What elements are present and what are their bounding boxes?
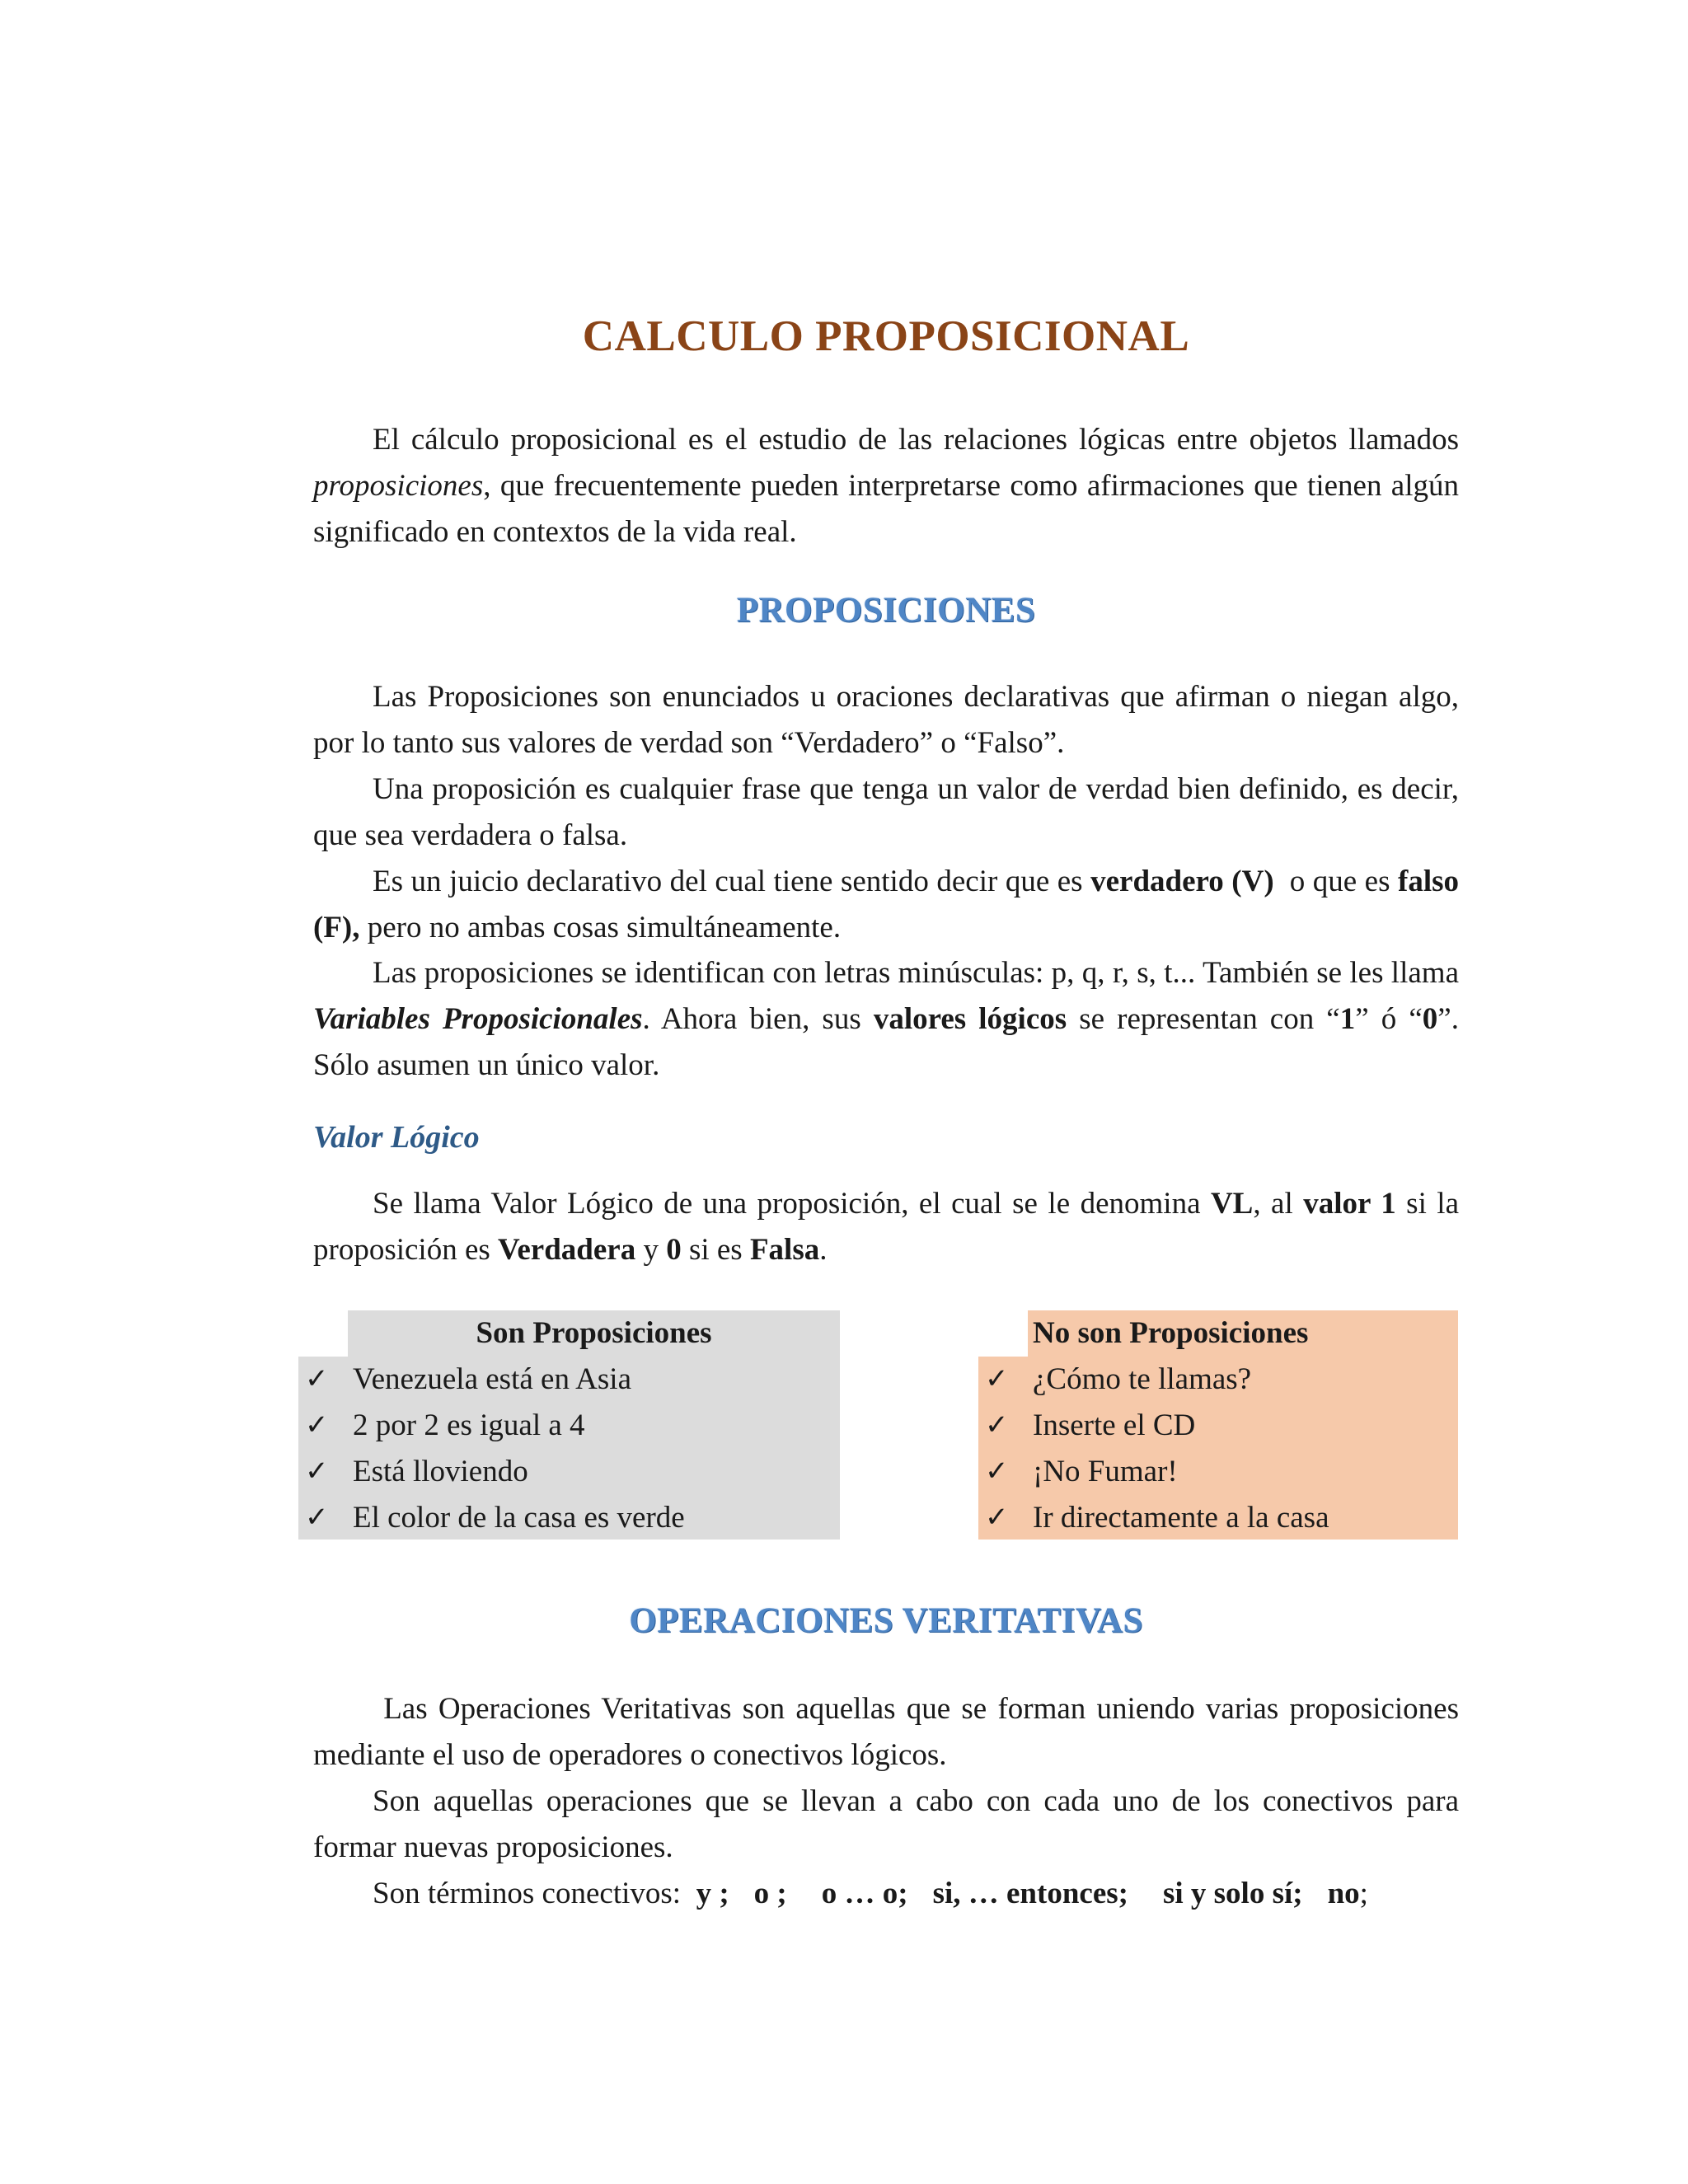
list-item [298,1357,840,1403]
section-heading-proposiciones: PROPOSICIONES [736,591,1036,630]
list-item-text: Venezuela está en Asia [353,1362,631,1396]
operaciones-paragraph-1 [313,1686,1467,1779]
subheading-valor-logico: Valor Lógico [313,1120,480,1155]
vl-bold-vl: VL [1210,1187,1254,1221]
operaciones-paragraph-2 [313,1779,1459,1871]
list-item [978,1495,1458,1541]
proposiciones-text-1: Las Proposiciones son enunciados u oraciones declarativas que afirman o niegan algo, por lo tanto sus valores de verdad son “Verdadero” o “Falso”. [313,680,1459,760]
box-notch [298,1310,348,1357]
check-icon: ✓ [305,1502,329,1533]
vl-text-i: si es [681,1233,750,1267]
check-icon: ✓ [985,1456,1009,1487]
list-item-text: El color de la casa es verde [353,1501,685,1535]
p4-text-c: . Ahora bien, sus [642,1002,874,1036]
p3-text-e: pero no ambas cosas simultáneamente. [359,911,842,944]
box-notch [978,1310,1028,1357]
conectivos-label: Son términos conectivos: [373,1877,696,1910]
vl-text-e: si la proposición es [313,1187,1460,1267]
p3-text-a: Es un juicio declarativo del cual tiene sentido decir que es [373,865,1091,898]
list-item [298,1449,840,1495]
vl-text-k: . [819,1233,828,1267]
connective-o: o ; [753,1877,787,1910]
operaciones-paragraph-3 [313,1871,1459,1917]
valor-logico-paragraph [313,1181,1459,1273]
proposiciones-paragraph-3 [313,859,1459,951]
son-proposiciones-header: Son Proposiciones [476,1316,712,1350]
vl-text-c: , al [1253,1187,1304,1221]
connective-si-entonces: si, … entonces; [932,1877,1128,1910]
p4-valores-logicos: valores lógicos [873,1002,1067,1036]
p4-variables-proposicionales: Variables Proposicionales [313,1002,643,1036]
p3-text-c: o que es [1273,865,1398,898]
operaciones-text-2: Son aquellas operaciones que se llevan a cabo con cada uno de los conectivos para formar nuevas proposiciones. [313,1784,1459,1864]
no-son-proposiciones-header: No son Proposiciones [1033,1316,1309,1350]
proposiciones-paragraph-1 [313,674,1459,766]
conectivos-end: ; [1359,1877,1368,1910]
list-item-text: ¡No Fumar! [1033,1455,1178,1488]
vl-text-a: Se llama Valor Lógico de una proposición, el cual se le denomina [373,1187,1211,1221]
proposiciones-text-2: Una proposición es cualquier frase que tenga un valor de verdad bien definido, es decir, que sea verdadera o falsa. [313,772,1459,852]
check-icon: ✓ [985,1502,1009,1533]
check-icon: ✓ [985,1410,1009,1441]
operaciones-text-1: Las Operaciones Veritativas son aquellas que se forman uniendo varias proposiciones mediante el uso de operadores o conectivos lógicos. [313,1692,1467,1772]
p4-text-e: se representan con “ [1067,1002,1340,1036]
check-icon: ✓ [305,1410,329,1441]
intro-italic: proposiciones [313,469,484,503]
intro-text-2: , que frecuentemente pueden interpretarse como afirmaciones que tienen algún significado en contextos de la vida real. [313,469,1459,549]
list-item-text: Está lloviendo [353,1455,528,1488]
proposiciones-paragraph-4 [313,950,1459,1089]
check-icon: ✓ [985,1364,1009,1394]
connective-si-y-solo-si: si y solo sí; [1162,1877,1303,1910]
list-item [298,1403,840,1449]
p4-zero: 0 [1422,1002,1438,1036]
connective-y: y ; [696,1877,729,1910]
vl-bold-falsa: Falsa [749,1233,820,1267]
no-son-proposiciones-list [978,1357,1458,1541]
list-item [978,1449,1458,1495]
vl-bold-verdadera: Verdadera [498,1233,636,1267]
p4-one: 1 [1339,1002,1356,1036]
vl-bold-0: 0 [666,1233,682,1267]
p4-text-g: ” ó “ [1355,1002,1423,1036]
list-item [978,1403,1458,1449]
intro-text-1: El cálculo proposicional es el estudio de las relaciones lógicas entre objetos llamados [373,423,1459,457]
p4-text-i: ”. Sólo asumen un único valor. [313,1002,1459,1082]
list-item-text: Ir directamente a la casa [1033,1501,1329,1535]
check-icon: ✓ [305,1456,329,1487]
vl-bold-valor-1: valor 1 [1303,1187,1396,1221]
list-item-text: 2 por 2 es igual a 4 [353,1408,585,1442]
son-proposiciones-header-cell [348,1310,840,1357]
document-title: CALCULO PROPOSICIONAL [582,312,1190,360]
p3-bold-falso: falso (F), [313,865,1459,944]
no-son-proposiciones-header-cell [1028,1310,1308,1357]
list-item-text: Inserte el CD [1033,1408,1196,1442]
intro-paragraph [313,417,1459,555]
vl-text-g: y [635,1233,667,1267]
son-proposiciones-list [298,1357,840,1541]
proposiciones-paragraph-2 [313,766,1459,859]
check-icon: ✓ [305,1364,329,1394]
list-item [298,1495,840,1541]
no-son-proposiciones-box [978,1310,1458,1540]
connective-o-o: o … o; [821,1877,908,1910]
connective-no: no [1327,1877,1360,1910]
list-item-text: ¿Cómo te llamas? [1033,1362,1252,1396]
p3-bold-verdadero: verdadero (V) [1090,865,1274,898]
section-heading-operaciones-veritativas: OPERACIONES VERITATIVAS [629,1601,1143,1640]
list-item [978,1357,1458,1403]
son-proposiciones-box [298,1310,840,1540]
p4-text-a: Las proposiciones se identifican con letras minúsculas: p, q, r, s, t... También se les llama [373,956,1459,990]
